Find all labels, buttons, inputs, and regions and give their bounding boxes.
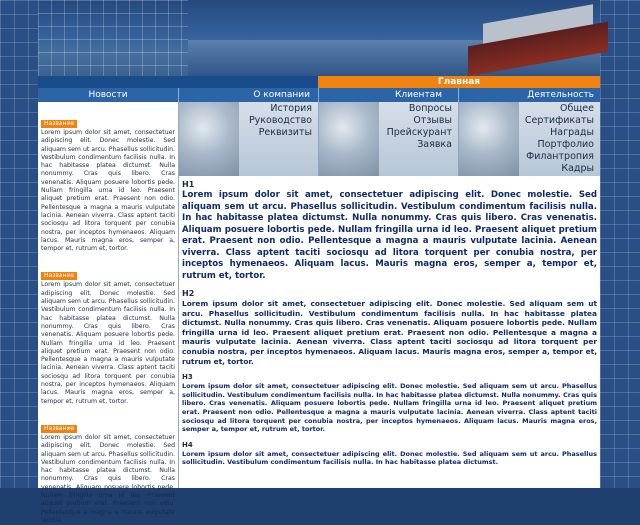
menu-item-history[interactable]: История xyxy=(270,103,312,114)
news-text: Lorem ipsum dolor sit amet, consectetuer adipiscing elit. Donec molestie. Sed aliquam sem ut arcu. Phasellus sollicitudin. Vestibulum condimentum facilisis nulla. In hac habitasse platea dictumst. Nulla nonummy. Cras quis libero. Cras venenatis. Aliquam posuere lobortis pede. Nullam fringilla urna id leo. Praesent aliquet pretium erat. Praesent non odio. Pellentesque a magna a mauris vulputate lacinia. xyxy=(41,433,175,524)
heading-h3: H3 xyxy=(182,373,193,382)
menu-item-request[interactable]: Заявка xyxy=(417,139,452,150)
main-nav-bar xyxy=(38,76,600,88)
clients-menu xyxy=(387,103,452,151)
paragraph-1: Lorem ipsum dolor sit amet, consectetuer adipiscing elit. Donec molestie. Sed aliquam sem ut arcu. Phasellus sollicitudin. Vestibulum condimentum facilisis nulla. In hac habitasse platea dictumst. Nulla nonummy. Cras quis libero. Cras venenatis. Aliquam posuere lobortis pede. Nullam fringilla urna id leo. Praesent aliquet pretium erat. Praesent non odio. Pellentesque a magna a mauris vulputate lacinia. Aenean viverra. Class aptent taciti sociosqu ad litora torquent per conubia nostra, per inceptos hymenaeos. Aliquam lacus. Mauris magna eros, semper a, tempor et, rutrum et, tortor. xyxy=(182,190,597,281)
page-container xyxy=(38,0,600,524)
heading-h4: H4 xyxy=(182,440,193,449)
menu-item-management[interactable]: Руководство xyxy=(248,115,312,126)
clients-photo xyxy=(319,102,379,176)
news-item xyxy=(41,110,175,253)
menu-item-staff[interactable]: Кадры xyxy=(561,163,594,174)
paragraph-2: Lorem ipsum dolor sit amet, consectetuer adipiscing elit. Donec molestie. Sed aliquam sem ut arcu. Phasellus sollicitudin. Vestibulum condimentum facilisis nulla. In hac habitasse platea dictumst. Nulla nonummy. Cras quis libero. Cras venenatis. Aliquam posuere lobortis pede. Nullam fringilla urna id leo. Praesent aliquet pretium erat. Praesent non odio. Pellentesque a magna a mauris vulputate lacinia. Aenean viverra. Class aptent taciti sociosqu ad litora torquent per conubia nostra, per inceptos hymenaeos. Aliquam lacus. Mauris magna eros, semper a, tempor et, rutrum et, tortor. xyxy=(182,299,597,366)
header-grid-pattern xyxy=(38,0,188,76)
activity-menu-panel xyxy=(459,102,600,176)
company-menu-panel xyxy=(179,102,319,176)
menu-item-pricelist[interactable]: Прейскурант xyxy=(386,127,452,138)
section-clients[interactable]: Клиентам xyxy=(319,88,459,102)
company-menu xyxy=(249,103,312,139)
right-grid-background xyxy=(600,0,640,488)
news-title-badge[interactable]: Название xyxy=(41,120,77,128)
news-column xyxy=(38,102,179,524)
menu-item-reviews[interactable]: Отзывы xyxy=(413,115,452,126)
main-nav-home[interactable]: Главная xyxy=(318,76,600,88)
heading-h2: H2 xyxy=(182,289,195,298)
header-banner xyxy=(38,0,600,76)
menu-item-awards[interactable]: Награды xyxy=(550,127,594,138)
news-title-badge[interactable]: Название xyxy=(41,425,77,433)
news-text: Lorem ipsum dolor sit amet, consectetuer adipiscing elit. Donec molestie. Sed aliquam sem ut arcu. Phasellus sollicitudin. Vestibulum condimentum facilisis nulla. In hac habitasse platea dictumst. Nulla nonummy. Cras quis libero. Cras venenatis. Aliquam posuere lobortis pede. Nullam fringilla urna id leo. Praesent aliquet pretium erat. Praesent non odio. Pellentesque a magna a mauris vulputate lacinia. Aenean viverra. Class aptent taciti sociosqu ad litora torquent per conubia nostra, per inceptos hymenaeos. Aliquam lacus. Mauris magna eros, semper a, tempor et, rutrum et, tortor. xyxy=(41,281,175,405)
menu-panels xyxy=(179,102,600,176)
news-title-badge[interactable]: Название xyxy=(41,272,77,280)
menu-item-portfolio[interactable]: Портфолио xyxy=(537,139,594,150)
company-photo xyxy=(179,102,239,176)
main-content xyxy=(179,176,600,488)
paragraph-4: Lorem ipsum dolor sit amet, consectetuer adipiscing elit. Donec molestie. Sed aliquam sem ut arcu. Phasellus sollicitudin. Vestibulum condimentum facilisis nulla. In hac habitasse platea dictumst. xyxy=(182,449,597,467)
activity-menu xyxy=(525,103,594,175)
section-activity[interactable]: Деятельность xyxy=(527,90,594,100)
clients-menu-panel xyxy=(319,102,459,176)
section-news[interactable]: Новости xyxy=(38,88,179,102)
menu-item-certificates[interactable]: Сертификаты xyxy=(524,115,594,126)
left-grid-background xyxy=(0,0,38,488)
menu-item-requisites[interactable]: Реквизиты xyxy=(258,127,312,138)
menu-item-philanthropy[interactable]: Филантропия xyxy=(526,151,594,162)
section-header-row xyxy=(38,88,600,102)
section-company[interactable]: О компании xyxy=(179,88,319,102)
paragraph-3: Lorem ipsum dolor sit amet, consectetuer adipiscing elit. Donec molestie. Sed aliquam sem ut arcu. Phasellus sollicitudin. Vestibulum condimentum facilisis nulla. In hac habitasse platea dictumst. Nulla nonummy. Cras quis libero. Cras venenatis. Aliquam posuere lobortis pede. Nullam fringilla urna id leo. Praesent aliquet pretium erat. Praesent non odio. Pellentesque a magna a mauris vulputate lacinia. Aenean viverra. Class aptent taciti sociosqu ad litora torquent per conubia nostra, per inceptos hymenaeos. Aliquam lacus. Mauris magna eros, semper a, tempor et, rutrum et, tortor. xyxy=(182,382,597,434)
activity-photo xyxy=(459,102,519,176)
news-text: Lorem ipsum dolor sit amet, consectetuer adipiscing elit. Donec molestie. Sed aliquam sem ut arcu. Phasellus sollicitudin. Vestibulum condimentum facilisis nulla. In hac habitasse platea dictumst. Nulla nonummy. Cras quis libero. Cras venenatis. Aliquam posuere lobortis pede. Nullam fringilla urna id leo. Praesent aliquet pretium erat. Praesent non odio. Pellentesque a magna a mauris vulputate lacinia. Aenean viverra. Class aptent taciti sociosqu ad litora torquent per conubia nostra, per inceptos hymenaeos. Aliquam lacus. Mauris magna eros, semper a, tempor et, rutrum et, tortor. xyxy=(41,129,175,253)
heading-h1: H1 xyxy=(182,180,195,189)
news-item xyxy=(41,415,175,525)
news-item xyxy=(41,262,175,405)
menu-item-questions[interactable]: Вопросы xyxy=(408,103,452,114)
menu-item-general[interactable]: Общее xyxy=(560,103,594,114)
